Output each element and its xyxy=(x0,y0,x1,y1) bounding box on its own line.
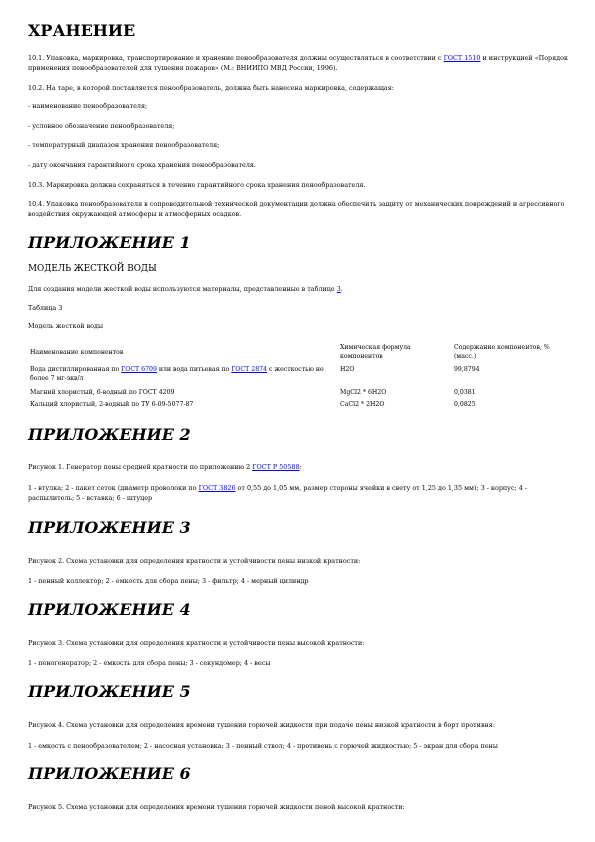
appendix-1-subtitle: МОДЕЛЬ ЖЕСТКОЙ ВОДЫ xyxy=(28,264,157,274)
table-cell: MgCl2 * 6H2O xyxy=(340,389,387,396)
list-item: - температурный диапазон хранения пенообразователя; xyxy=(28,141,220,149)
table-cell: Магний хлористый, 6-водный по ГОСТ 4209 xyxy=(30,389,175,396)
link-gost-1510[interactable]: ГОСТ 1510 xyxy=(443,54,481,62)
figure-5-caption: Рисунок 5. Схема установки для определения времени тушения горючей жидкости пеной высокой кратности: xyxy=(28,803,405,811)
link-gost-r-50588[interactable]: ГОСТ Р 50588 xyxy=(252,463,300,471)
paragraph-text: Для создания модели жесткой воды используются материалы, представленные в таблице xyxy=(28,285,337,293)
list-item: - дату окончания гарантийного срока хранения пенообразователя. xyxy=(28,161,256,169)
appendix-2-title: ПРИЛОЖЕНИЕ 2 xyxy=(28,425,191,444)
figure-3-caption: Рисунок 3. Схема установки для определения кратности и устойчивости пены высокой кратности: xyxy=(28,639,365,647)
paragraph-10-1 xyxy=(28,54,568,73)
appendix-3-title: ПРИЛОЖЕНИЕ 3 xyxy=(28,518,191,537)
appendix-4-title: ПРИЛОЖЕНИЕ 4 xyxy=(28,600,191,619)
paragraph-10-4: 10.4. Упаковка пенообразователя в сопроводительной технической документации должна обеспечить защиту от механических повреждений и агрессивного воздействия окружающей атмосферы и атмосферных осадков. xyxy=(28,200,565,218)
heading-storage: ХРАНЕНИЕ xyxy=(28,21,136,40)
figure-4-caption: Рисунок 4. Схема установки для определения времени тушения горючей жидкости при подаче пены низкой кратности в борт противня: xyxy=(28,721,495,729)
list-item: - условное обозначение пенообразователя; xyxy=(28,122,175,130)
appendix-6-title: ПРИЛОЖЕНИЕ 6 xyxy=(28,764,191,783)
link-gost-3826[interactable]: ГОСТ 3826 xyxy=(198,484,236,492)
cell-text: или вода питьевая по xyxy=(156,366,232,373)
legend-text: от 0,55 до 1,05 мм, размер стороны ячейки в свету от 1,25 до 1,35 мм); 3 - корпус; 4 - распылитель; 5 - вставка; 6 - штуцер xyxy=(28,484,527,502)
table-title: Модель жесткой воды xyxy=(28,322,104,330)
list-item: - наименование пенообразователя; xyxy=(28,102,148,110)
figure-3-legend: 1 - пеногенератор; 2 - емкость для сбора пены; 3 - секундомер; 4 - весы xyxy=(28,659,271,667)
paragraph-text: 10.1. Упаковка, маркировка, транспортирование и хранение пенообразователя должны осуществляться в соответствии с xyxy=(28,54,444,62)
link-gost-6709[interactable]: ГОСТ 6709 xyxy=(121,366,157,373)
appendix-5-title: ПРИЛОЖЕНИЕ 5 xyxy=(28,682,191,701)
paragraph-text: и инструкцией «Порядок применения пенообразователей для тушения пожаров» (М.: ВНИИПО МВД России, 1996). xyxy=(28,54,568,72)
table-cell: 0,0825 xyxy=(454,401,476,408)
caption-text: Рисунок 1. Генератор пены средней кратности по приложению 2 xyxy=(28,463,253,471)
table-label: Таблица 3 xyxy=(28,304,63,312)
figure-1-caption xyxy=(28,463,568,473)
appendix-1-title: ПРИЛОЖЕНИЕ 1 xyxy=(28,233,191,252)
table-cell: 0,0381 xyxy=(454,389,476,396)
table-header-cell: Химическая формула компонентов xyxy=(340,344,411,360)
cell-text: с жесткостью не более 7 мг-экв/л xyxy=(30,366,324,382)
figure-2-legend: 1 - пенный коллектор; 2 - емкость для сбора пены; 3 - фильтр; 4 - мерный цилиндр xyxy=(28,577,309,585)
paragraph-10-3: 10.3. Маркировка должна сохраняться в течение гарантийного срока хранения пенообразователя. xyxy=(28,181,366,189)
table-header-cell: Содержание компонентов, % (масс.) xyxy=(454,344,550,360)
paragraph-text: . xyxy=(340,285,343,293)
link-table-3[interactable]: 3 xyxy=(336,285,341,293)
paragraph-10-2: 10.2. На таре, в которой поставляется пенообразователь, должна быть нанесена маркировка, содержащая: xyxy=(28,84,394,92)
figure-1-legend xyxy=(28,484,568,503)
figure-4-legend: 1 - емкость с пенообразователем; 2 - насосная установка; 3 - пенный ствол; 4 - противень с горючей жидкостью; 5 - экран для сбора пены xyxy=(28,742,498,750)
legend-text: 1 - втулка; 2 - пакет сеток (диаметр проволоки по xyxy=(28,484,199,492)
table-cell: 99,8794 xyxy=(454,366,480,373)
table-cell xyxy=(30,366,330,383)
table-cell: H2O xyxy=(340,366,355,373)
figure-2-caption: Рисунок 2. Схема установки для определения кратности и устойчивости пены низкой кратности: xyxy=(28,557,361,565)
link-gost-2874[interactable]: ГОСТ 2874 xyxy=(231,366,268,373)
table-header-cell: Наименование компонентов xyxy=(30,349,124,356)
table-cell: Кальций хлористый, 2-водный по ТУ 6-09-5077-87 xyxy=(30,401,194,408)
cell-text: Вода дистиллированная по xyxy=(30,366,122,373)
caption-text: : xyxy=(299,463,302,471)
appendix-1-intro xyxy=(28,285,568,295)
table-cell: CaCl2 * 2H2O xyxy=(340,401,385,408)
